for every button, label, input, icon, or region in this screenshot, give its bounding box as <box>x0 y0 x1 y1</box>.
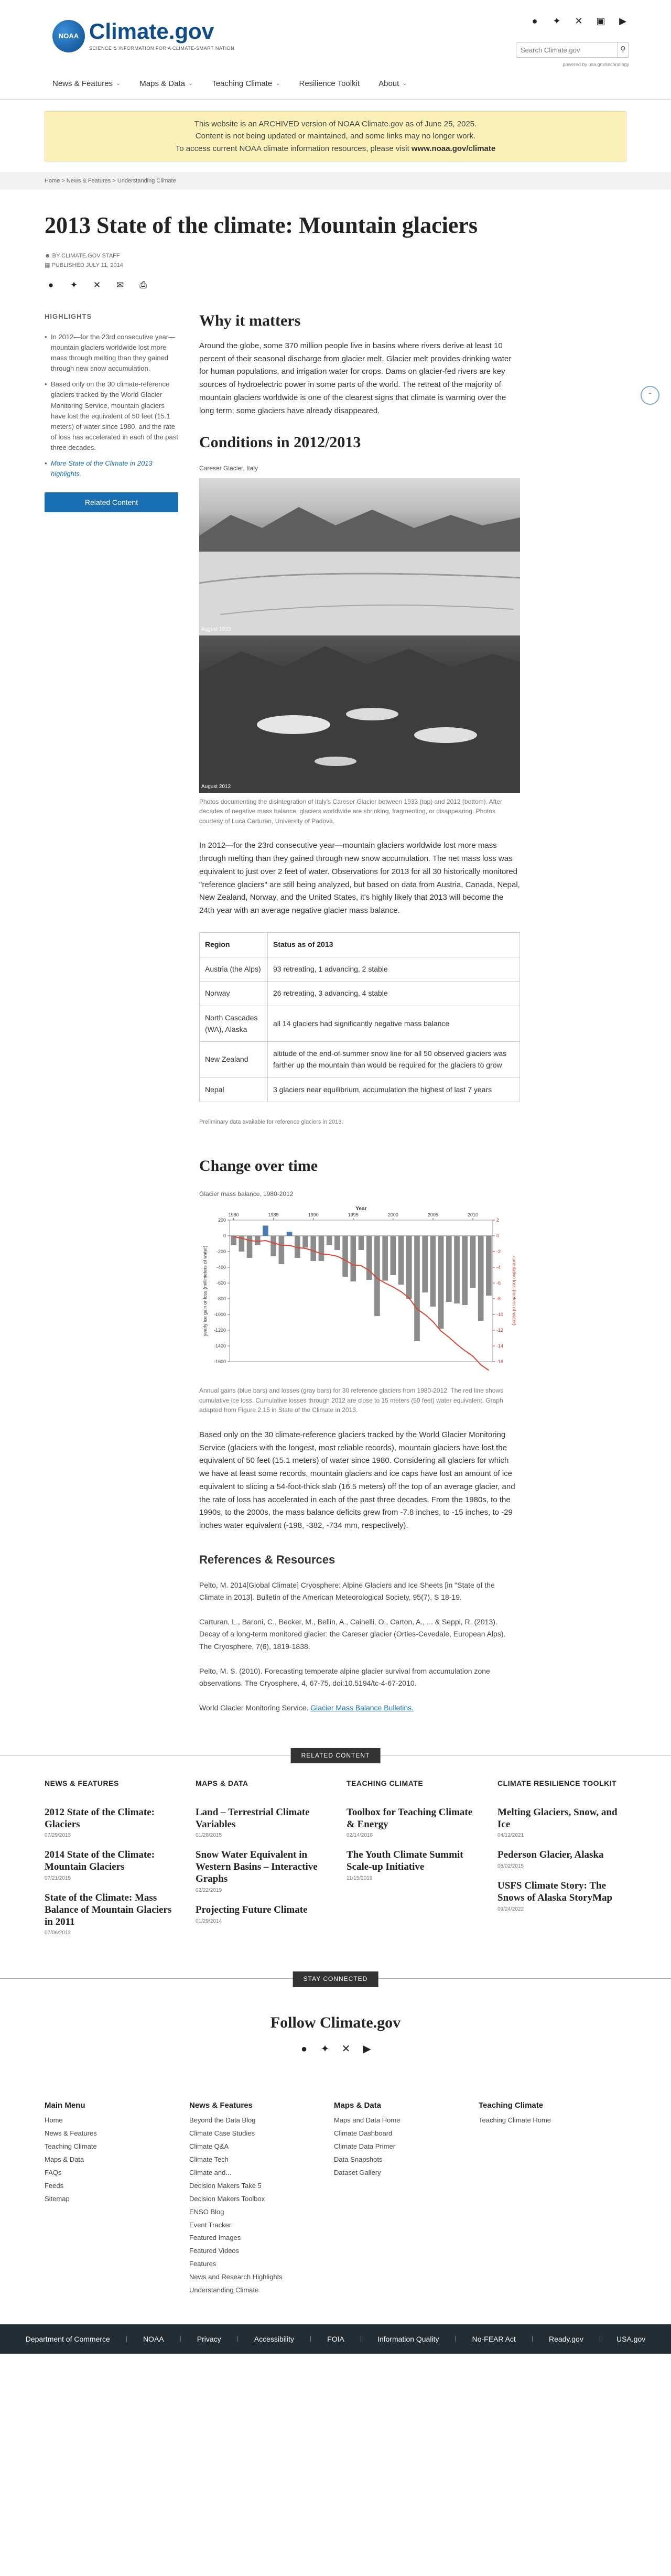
nav-news-features[interactable] <box>52 78 121 90</box>
footer-link[interactable]: Decision Makers Take 5 <box>189 2181 262 2190</box>
table-cell: all 14 glaciers had significantly negative mass balance <box>268 1006 520 1041</box>
noaa-logo-icon: NOAA <box>52 20 85 52</box>
footer-link[interactable]: Event Tracker <box>189 2221 232 2229</box>
related-date: 04/12/2021 <box>497 1833 524 1839</box>
youtube-icon[interactable]: ▶ <box>619 15 626 26</box>
table-note: Preliminary data available for reference glaciers in 2013. <box>199 1119 343 1126</box>
nav-label: Maps & Data <box>139 79 185 88</box>
table-cell: 3 glaciers near equilibrium, accumulation the highest of last 7 years <box>268 1077 520 1102</box>
chart-bar <box>247 1236 253 1258</box>
chevron-down-icon: ⌄ <box>402 80 407 87</box>
site-header <box>0 0 671 68</box>
footer-link[interactable]: Maps and Data Home <box>334 2116 401 2125</box>
footer-link[interactable]: Maps & Data <box>45 2155 84 2164</box>
footer-separator: | <box>310 2335 312 2343</box>
footer-bottom-link[interactable]: Privacy <box>197 2334 221 2343</box>
share-x-icon[interactable]: ✕ <box>93 280 101 290</box>
logo-title: Climate.gov <box>89 18 214 44</box>
chart-bar <box>310 1236 316 1261</box>
print-icon[interactable]: ⎙ <box>139 280 147 290</box>
chart-bar <box>334 1236 340 1250</box>
related-column-head: MAPS & DATA <box>196 1779 248 1787</box>
x-tick-label: 1995 <box>348 1212 359 1218</box>
breadcrumb-home[interactable]: Home <box>45 177 60 184</box>
share-bluesky-icon[interactable]: ✦ <box>70 280 78 290</box>
highlights-sidebar <box>45 311 178 1714</box>
related-item[interactable] <box>196 1849 323 1894</box>
y2-tick-label: -12 <box>496 1328 504 1333</box>
y2-tick-label: -6 <box>496 1280 501 1286</box>
related-date: 09/24/2022 <box>497 1906 524 1912</box>
related-date: 07/06/2012 <box>45 1930 71 1936</box>
related-item[interactable] <box>497 1849 625 1871</box>
table-row <box>200 1077 520 1102</box>
related-column-head: TEACHING CLIMATE <box>347 1779 424 1787</box>
x-icon[interactable]: ✕ <box>575 15 583 26</box>
footer-bottom-link[interactable]: No-FEAR Act <box>472 2334 516 2343</box>
footer-link[interactable]: Teaching Climate <box>45 2142 97 2151</box>
related-title: 2014 State of the Climate: Mountain Glaciers <box>45 1849 155 1873</box>
nav-teaching-climate[interactable] <box>212 78 280 90</box>
chart-bar <box>359 1236 364 1250</box>
stay-connected-pill: STAY CONNECTED <box>293 1971 378 1987</box>
table-row <box>200 982 520 1006</box>
related-title: USFS Climate Story: The Snows of Alaska StoryMap <box>497 1880 613 1904</box>
breadcrumb: Home > News & Features > Understanding Climate <box>45 177 176 184</box>
glacier-photo-2012 <box>199 635 520 793</box>
footer-link[interactable]: Beyond the Data Blog <box>189 2116 256 2125</box>
user-icon: ☻ <box>45 252 51 259</box>
footer-menu-column <box>334 2099 479 2294</box>
glacier-photo-1933-art <box>199 478 520 635</box>
related-column-toolkit <box>497 1779 625 1938</box>
chart-bar <box>302 1236 308 1248</box>
table-cell: 93 retreating, 1 advancing, 2 stable <box>268 957 520 982</box>
powered-by: powered by usa.gov/technology <box>562 62 629 67</box>
reference-item: World Glacier Monitoring Service. Glacier Mass Balance Bulletins. <box>199 1703 414 1712</box>
related-title: Melting Glaciers, Snow, and Ice <box>497 1806 618 1830</box>
related-item[interactable] <box>45 1849 172 1883</box>
table-cell: North Cascades (WA), Alaska <box>200 1006 268 1041</box>
related-column-news <box>45 1779 172 1938</box>
chart-bar <box>486 1236 492 1296</box>
chart-bar <box>478 1236 484 1321</box>
reference-item: Carturan, L., Baroni, C., Becker, M., Bellin, A., Cainelli, O., Carton, A., ... & Seppi, R. (2013). Decay of a long-term monitored glacier: the Careser glacier (Ortles-Cevedale, European Alps). The Cryosphere, 7(6), 1819-1838. <box>199 1618 506 1651</box>
table-cell: New Zealand <box>200 1042 268 1077</box>
calendar-icon: ▦ <box>45 262 50 269</box>
footer-link[interactable]: Climate Dashboard <box>334 2129 393 2138</box>
conditions-text: In 2012—for the 23rd consecutive year—mountain glaciers worldwide lost more mass through melting than they gained through new snow accumulation. The net mass loss was equivalent to just over 2 feet of water. Observations for 2013 for all 30 historically monitored "reference glaciers" are still being analyzed, but based on data from Austria, Canada, Nepal, New Zealand, Norway, and the United States, it's highly likely that 2013 will become the 24th year with an average negative glacier mass balance. <box>199 841 520 915</box>
why-it-matters-heading: Why it matters <box>199 311 301 329</box>
stay-connected-divider <box>0 1975 671 1983</box>
footer-link[interactable]: Featured Images <box>189 2234 241 2242</box>
chart-bar <box>366 1236 372 1280</box>
reference-item: Pelto, M. 2014[Global Climate] Cryosphere: Alpine Glaciers and Ice Sheets [in "State of the Climate in 2013]. Bulletin of the American Meteorological Society, 95(7), S 18-19. <box>199 1581 495 1602</box>
y-tick-label: -1600 <box>213 1359 226 1365</box>
chart-bar <box>406 1236 412 1299</box>
byline: BY CLIMATE.GOV STAFF <box>52 252 120 259</box>
y2-tick-label: -8 <box>496 1296 501 1302</box>
chart-bar <box>470 1236 476 1288</box>
table-row <box>200 1006 520 1041</box>
table-cell: Nepal <box>200 1077 268 1102</box>
chart-bar <box>319 1236 324 1261</box>
youtube-icon[interactable]: ▶ <box>363 2043 371 2055</box>
nav-label: Resilience Toolkit <box>299 79 360 88</box>
footer-separator: | <box>599 2335 601 2343</box>
chart-bar <box>462 1236 468 1305</box>
related-item[interactable] <box>497 1880 625 1914</box>
follow-social-links <box>0 2043 671 2055</box>
footer-separator: | <box>236 2335 239 2343</box>
highlight-item: • Based only on the 30 climate-reference glaciers tracked by the World Glacier Monitoring Service, mountain glaciers have lost the equivalent of 50 feet (15.1 meters) of water since 1980, and the rate of loss has accelerated in each of the past three decades. <box>45 379 178 453</box>
wgms-bulletins-link[interactable]: Glacier Mass Balance Bulletins. <box>310 1703 414 1712</box>
nav-label: News & Features <box>52 79 113 88</box>
related-item[interactable] <box>45 1892 172 1937</box>
highlights-more-link[interactable]: More State of the Climate in 2013 highlights. <box>51 459 153 478</box>
related-date: 01/29/2014 <box>196 1918 222 1924</box>
footer-link[interactable]: Climate Case Studies <box>189 2129 255 2138</box>
photo-1933-tag: August 1933 <box>201 626 231 632</box>
footer-bottom-link[interactable]: Department of Commerce <box>25 2334 110 2343</box>
glacier-photo-2012-art <box>199 635 520 793</box>
related-title: Pederson Glacier, Alaska <box>497 1849 604 1861</box>
chart-bar <box>350 1236 356 1281</box>
y-tick-label: -1400 <box>213 1343 226 1349</box>
footer-link[interactable]: Home <box>45 2116 63 2125</box>
chart-bar <box>391 1236 396 1275</box>
chart-bar <box>287 1232 293 1236</box>
related-date: 07/21/2015 <box>45 1876 71 1882</box>
chart-bar <box>263 1226 268 1236</box>
table-header: Region <box>200 932 268 957</box>
site-logo[interactable] <box>52 20 234 52</box>
search-icon[interactable]: ⚲ <box>617 42 629 57</box>
share-email-icon[interactable]: ✉ <box>116 280 124 290</box>
footer-link[interactable]: Climate and... <box>189 2169 232 2177</box>
follow-title: Follow Climate.gov <box>270 2014 401 2032</box>
footer-link[interactable]: ENSO Blog <box>189 2207 224 2216</box>
footer-link[interactable]: Teaching Climate Home <box>479 2116 551 2125</box>
table-header: Status as of 2013 <box>268 932 520 957</box>
back-to-top-button[interactable] <box>641 386 659 405</box>
x-tick-label: 2010 <box>467 1212 478 1218</box>
y-tick-label: -1000 <box>213 1312 226 1318</box>
footer-link[interactable]: Features <box>189 2260 217 2268</box>
table-row <box>200 957 520 982</box>
search-box <box>516 42 629 58</box>
related-title: 2012 State of the Climate: Glaciers <box>45 1806 155 1830</box>
footer-bottom-link[interactable]: USA.gov <box>616 2334 646 2343</box>
related-item[interactable] <box>347 1807 474 1840</box>
content-columns <box>45 311 626 1714</box>
related-columns <box>45 1779 626 1938</box>
y2-tick-label: -4 <box>496 1265 501 1270</box>
related-date: 11/15/2019 <box>347 1876 373 1882</box>
y2-tick-label: 0 <box>496 1233 500 1239</box>
y-tick-label: 0 <box>223 1233 226 1239</box>
published-date: PUBLISHED JULY 11, 2014 <box>51 262 123 269</box>
related-title: The Youth Climate Summit Scale-up Initiative <box>347 1849 463 1873</box>
chevron-down-icon: ⌄ <box>275 80 280 87</box>
archive-line-1: This website is an ARCHIVED version of NOAA Climate.gov as of June 25, 2025. <box>194 120 477 128</box>
related-item[interactable] <box>196 1807 323 1840</box>
table-cell: altitude of the end-of-summer snow line for all 50 observed glaciers was farther up the mountain than would be required for the glaciers to grow <box>268 1042 520 1077</box>
x-tick-label: 1980 <box>228 1212 239 1218</box>
highlight-item: • In 2012—for the 23rd consecutive year—mountain glaciers worldwide lost more mass through melting than they gained through new snow accumulation. <box>45 332 178 374</box>
y-tick-label: -200 <box>216 1249 226 1255</box>
instagram-icon[interactable]: ▣ <box>596 15 605 26</box>
main-nav <box>0 68 671 100</box>
x-tick-label: 1985 <box>268 1212 279 1218</box>
y-axis-label: yearly ice gain or loss (millimeters of water) <box>202 1245 208 1336</box>
archive-notice <box>45 111 626 161</box>
x-tick-label: 2000 <box>387 1212 398 1218</box>
related-title: Snow Water Equivalent in Western Basins – Interactive Graphs <box>196 1849 318 1885</box>
footer-link[interactable]: Data Snapshots <box>334 2155 383 2164</box>
related-title: State of the Climate: Mass Balance of Mountain Glaciers in 2011 <box>45 1892 172 1927</box>
chart-bar <box>327 1236 332 1245</box>
nav-maps-data[interactable] <box>139 78 193 90</box>
chart-caption: Annual gains (blue bars) and losses (gray bars) for 30 reference glaciers from 1980-2012. The red line shows cumulative ice loss. Cumulative losses through 2012 are close to 15 meters (50 feet) water equivalent. Graph adapted from Figure 2.15 in State of the Climate in 2013. <box>199 1387 504 1414</box>
photo-2012-tag: August 2012 <box>201 783 231 790</box>
search-input[interactable] <box>516 42 617 57</box>
footer-menu-column <box>479 2099 623 2294</box>
footer-link[interactable]: Understanding Climate <box>189 2286 259 2294</box>
footer-separator: | <box>360 2335 362 2343</box>
archive-line-3: To access current NOAA climate information resources, please visit www.noaa.gov/climate <box>175 144 496 153</box>
nav-label: Teaching Climate <box>212 79 273 88</box>
related-content-button[interactable]: Related Content <box>45 492 178 512</box>
related-date: 01/28/2015 <box>196 1833 222 1839</box>
highlights-title: HIGHLIGHTS <box>45 312 92 320</box>
footer-bottom-link[interactable]: FOIA <box>327 2334 344 2343</box>
references-heading: References & Resources <box>199 1553 336 1566</box>
related-title: Land – Terrestrial Climate Variables <box>196 1806 310 1830</box>
x-tick-label: 2005 <box>427 1212 438 1218</box>
related-column-head: NEWS & FEATURES <box>45 1779 119 1787</box>
chart-bar <box>438 1236 444 1329</box>
photo-caption: Photos documenting the disintegration of Italy's Careser Glacier between 1933 (top) and 2012 (bottom). After decades of negative mass balance, glaciers worldwide are shrinking, fragmenting, or disappearing. Photos courtesy of Luca Carturan, University of Padova. <box>199 797 502 825</box>
chart-figure-label: Glacier mass balance, 1980-2012 <box>199 1190 294 1198</box>
chart-bar <box>454 1236 460 1303</box>
noaa-climate-link[interactable]: www.noaa.gov/climate <box>411 144 496 153</box>
nav-label: About <box>378 79 399 88</box>
footer-bottom-link[interactable]: NOAA <box>143 2334 164 2343</box>
footer-menu-head: Teaching Climate <box>479 2101 544 2110</box>
chevron-down-icon: ⌄ <box>116 80 121 87</box>
footer-separator: | <box>125 2335 127 2343</box>
logo-subtitle: SCIENCE & INFORMATION FOR A CLIMATE-SMART NATION <box>89 45 235 51</box>
footer-link[interactable]: News and Research Highlights <box>189 2273 283 2281</box>
breadcrumb-understanding[interactable]: Understanding Climate <box>117 177 176 184</box>
related-title: Projecting Future Climate <box>196 1904 308 1915</box>
nav-about[interactable] <box>378 78 407 90</box>
mass-balance-chart-svg <box>199 1204 520 1377</box>
facebook-icon[interactable]: ● <box>532 15 538 26</box>
related-item[interactable] <box>497 1807 625 1840</box>
chart-bar <box>398 1236 404 1285</box>
y2-tick-label: 2 <box>496 1217 500 1223</box>
related-date: 02/22/2019 <box>196 1887 222 1893</box>
breadcrumb-bar <box>0 172 671 190</box>
chart-bar <box>414 1236 420 1341</box>
footer-menu-head: Maps & Data <box>334 2101 382 2110</box>
related-item[interactable] <box>45 1807 172 1840</box>
y2-tick-label: -14 <box>496 1343 504 1349</box>
mass-balance-chart <box>199 1204 520 1382</box>
footer-bottom-link[interactable]: Ready.gov <box>548 2334 583 2343</box>
footer-link[interactable]: Featured Videos <box>189 2247 240 2255</box>
footer-link[interactable]: Feeds <box>45 2181 64 2190</box>
related-column-head: CLIMATE RESILIENCE TOOLKIT <box>497 1779 617 1787</box>
y-tick-label: -800 <box>216 1296 226 1302</box>
footer-menus <box>45 2099 626 2294</box>
photo-figure-label: Careser Glacier, Italy <box>199 465 258 472</box>
footer-link[interactable]: Climate Data Primer <box>334 2142 396 2151</box>
article-meta <box>45 251 626 271</box>
footer-link[interactable]: Sitemap <box>45 2194 70 2203</box>
page-title: 2013 State of the climate: Mountain glaciers <box>45 212 478 238</box>
breadcrumb-news[interactable]: News & Features <box>66 177 111 184</box>
related-title: Toolbox for Teaching Climate & Energy <box>347 1806 473 1830</box>
footer-separator: | <box>454 2335 457 2343</box>
chevron-down-icon: ⌄ <box>188 80 193 87</box>
y2-axis-label: cumulative loss (meters of water) <box>512 1256 517 1326</box>
y-tick-label: -1200 <box>213 1328 226 1333</box>
table-cell: Austria (the Alps) <box>200 957 268 982</box>
highlight-item <box>45 458 178 479</box>
footer-link[interactable]: Climate Q&A <box>189 2142 229 2151</box>
footer-link[interactable]: News & Features <box>45 2129 97 2138</box>
footer-menu-column <box>189 2099 334 2294</box>
chart-bar <box>270 1236 276 1256</box>
related-item[interactable] <box>196 1904 323 1926</box>
chart-bar <box>342 1236 348 1277</box>
change-over-time-heading: Change over time <box>199 1157 318 1174</box>
share-bar <box>45 279 626 292</box>
x-axis-label: Year <box>355 1206 367 1212</box>
highlights-list <box>45 332 178 480</box>
chart-bar <box>430 1236 436 1307</box>
footer-bottom-link[interactable]: Accessibility <box>254 2334 295 2343</box>
related-item[interactable] <box>347 1849 474 1883</box>
glacier-photo-1933 <box>199 478 520 635</box>
facebook-icon[interactable]: ● <box>300 2043 308 2055</box>
region-status-table <box>199 932 520 1103</box>
footer-menu-head: News & Features <box>189 2101 253 2110</box>
chart-bar <box>279 1236 285 1264</box>
nav-resilience-toolkit[interactable] <box>299 78 360 90</box>
footer-separator: | <box>531 2335 533 2343</box>
footer-bottom-link[interactable]: Information Quality <box>377 2334 439 2343</box>
chevron-up-icon: ⌃ <box>647 391 653 400</box>
bluesky-icon[interactable]: ✦ <box>553 15 561 26</box>
related-content-pill: RELATED CONTENT <box>291 1748 381 1763</box>
related-date: 08/02/2015 <box>497 1863 524 1870</box>
table-cell: 26 retreating, 3 advancing, 4 stable <box>268 982 520 1006</box>
footer-link[interactable]: Climate Tech <box>189 2155 229 2164</box>
share-facebook-icon[interactable]: ● <box>48 280 54 290</box>
header-social-links <box>528 15 629 27</box>
why-it-matters-text: Around the globe, some 370 million people live in basins where rivers derive at least 10 percent of their seasonal discharge from glacier melt. Glacier melt provides drinking water for human populations, and irrigation water for crops. Dams on glacier-fed rivers are key sources of hydroelectric power in some parts of the world. The retreat of the majority of mountain glaciers worldwide is one of the clearest signs that climate is warming over the long term; some glaciers have already disappeared. <box>199 341 512 415</box>
related-date: 02/14/2018 <box>347 1833 373 1839</box>
footer-link[interactable]: FAQs <box>45 2169 62 2177</box>
y2-tick-label: -10 <box>496 1312 504 1318</box>
y2-tick-label: -16 <box>496 1359 504 1365</box>
x-tick-label: 1990 <box>308 1212 319 1218</box>
article-body <box>199 311 520 1714</box>
y2-tick-label: -2 <box>496 1249 501 1255</box>
footer-bottom-bar <box>0 2324 671 2354</box>
footer-link[interactable]: Dataset Gallery <box>334 2169 381 2177</box>
table-row <box>200 1042 520 1077</box>
chart-bar <box>255 1236 261 1245</box>
related-column-maps <box>196 1779 323 1938</box>
footer-menu-head: Main Menu <box>45 2101 85 2110</box>
related-column-teaching <box>347 1779 474 1938</box>
change-text: Based only on the 30 climate-reference glaciers tracked by the World Glacier Monitoring Service (glaciers with the longest, most reliable records), mountain glaciers have lost the equivalent of 50 feet (15.1 meters) of water since 1980. Considering all glaciers for which we have at least some records, mountain glaciers and ice caps have lost an amount of ice equivalent to slicing a 54-foot-thick slab (16.5 meters) off the top of an average glacier, and the rate of loss has accelerated in each of the past three decades. From the 1980s, to the 1990s, to the 2000s, the mass balance deficits grew from -7.8 inches, to -15 inches, to -29 inches water equivalent (-198, -382, -734 mm, respectively). <box>199 1430 515 1530</box>
reference-item: Pelto, M. S. (2010). Forecasting temperate alpine glacier survival from accumulation zone observations. The Cryosphere, 4, 67-75, doi:10.5194/tc-4-67-2010. <box>199 1666 490 1687</box>
references-section <box>199 1550 520 1714</box>
related-date: 07/29/2013 <box>45 1833 71 1839</box>
footer-separator: | <box>179 2335 181 2343</box>
archive-line-2: Content is not being updated or maintained, and some links may no longer work. <box>195 132 476 141</box>
x-icon[interactable]: ✕ <box>341 2043 351 2055</box>
y-tick-label: -400 <box>216 1265 226 1270</box>
chart-bar <box>446 1236 452 1302</box>
chart-bar <box>422 1236 428 1292</box>
bluesky-icon[interactable]: ✦ <box>320 2043 330 2055</box>
footer-link[interactable]: Decision Makers Toolbox <box>189 2194 265 2203</box>
chart-bar <box>382 1236 388 1281</box>
y-tick-label: 200 <box>218 1217 226 1223</box>
table-cell: Norway <box>200 982 268 1006</box>
footer-menu-column <box>45 2099 189 2294</box>
y-tick-label: -600 <box>216 1280 226 1286</box>
conditions-heading: Conditions in 2012/2013 <box>199 434 361 451</box>
